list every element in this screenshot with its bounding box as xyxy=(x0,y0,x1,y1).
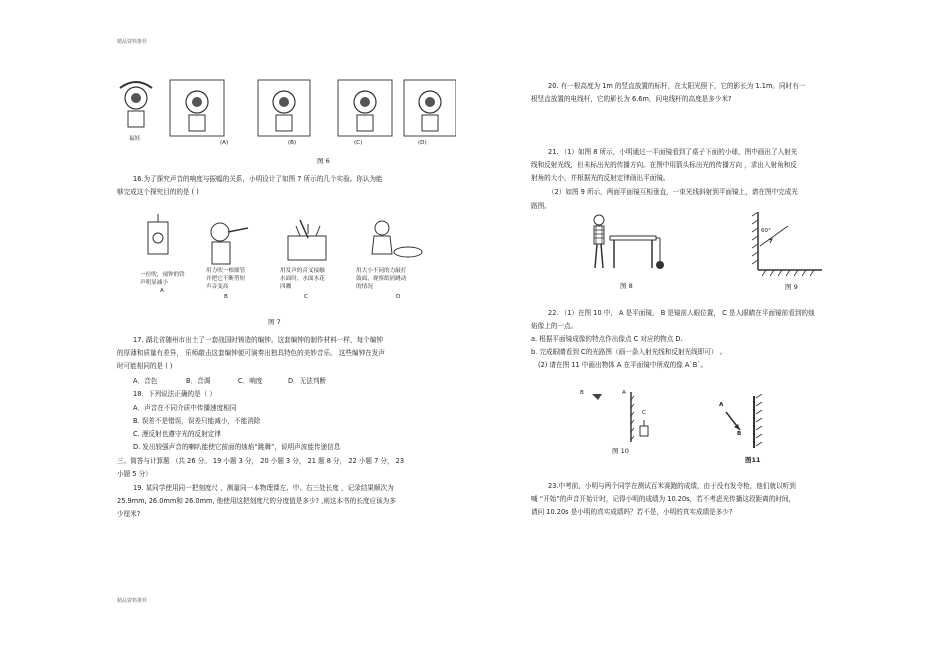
q21-line2: 线和反射光线，但未标出光的传播方向。在图中用箭头标出光的传播方向 ，求出入射角和反 xyxy=(531,161,797,169)
q17-line1: 17. 湖北省随州市出土了一套战国时铸造的编钟。这套编钟的制作材料一样，每个编钟 xyxy=(133,336,383,344)
figure-10-drawing xyxy=(578,388,658,448)
figure-7-caption: 图 7 xyxy=(268,318,281,326)
tuning-fork-drawing xyxy=(288,220,326,260)
q21-line3: 射角的大小，并根据光的反射定律画出平面镜。 xyxy=(531,174,670,182)
figure-8-drawing xyxy=(584,212,674,274)
fig7-d-line2: 鼓面，观察纸屑跳动 xyxy=(356,276,407,282)
figure-9 xyxy=(752,212,824,276)
q17-line2: 的厚薄和质量有差异， 乐师敲击这套编钟便可演奏出独具特色的美妙音乐。 这些编钟在发声 xyxy=(117,349,385,357)
fig6-label-d: (D) xyxy=(418,140,427,146)
q18-stem: 18．下列说法正确的是（ ） xyxy=(133,390,217,398)
fig7-d-label: D xyxy=(396,294,401,300)
section3-line2: 小题 5 分） xyxy=(117,470,152,478)
fig7-c-line3: 四溅 xyxy=(280,284,292,290)
q21-line1: 21. （1）如图 8 所示，小明通过一平面镜看到了桌子下面的小球，图中画出了入射光 xyxy=(548,148,798,156)
fig7-c-line1: 用发声的音叉接触 xyxy=(280,268,325,274)
fig6-label-b: (B) xyxy=(288,140,297,146)
q17-option-a: A．音色 xyxy=(133,377,158,385)
mascot-frames xyxy=(170,80,456,136)
fig9-angle-label: 60° xyxy=(761,228,771,234)
figure-8 xyxy=(584,212,674,274)
q17-line3: 时可能相同的是 ( ) xyxy=(117,362,173,370)
q18-option-d: D. 发出较强声音的喇叭能使它前面的烛焰“跳舞”，说明声波能传递信息 xyxy=(133,443,341,451)
straw-drawing xyxy=(211,223,248,264)
fig6-label-original: 福娃 xyxy=(129,136,141,142)
mascot-original xyxy=(120,82,152,127)
figure-9-caption: 图 9 xyxy=(785,283,798,291)
figure-10 xyxy=(578,388,658,448)
fig10-label-a: A xyxy=(622,390,626,396)
q21-line4: （2）如图 9 所示，两面平面镜互相垂直，一束光线斜射到平面镜上，请在图中完成光 xyxy=(548,188,798,196)
fig10-label-b: B xyxy=(580,390,584,396)
fig7-a-label: A xyxy=(160,288,164,294)
fig7-d-line3: 的情况 xyxy=(356,284,373,290)
q16-line1: 16.为了探究声音的响度与振幅的关系，小明设计了如图 7 所示的几个实验。你认为能 xyxy=(133,175,383,183)
q22-part2: (2) 请在图 11 中画出物体 A 在平面镜中所成的像 A`B`。 xyxy=(538,361,708,369)
fig11-label-b: B xyxy=(737,431,742,437)
figure-11 xyxy=(716,394,772,450)
fig6-label-a: (A) xyxy=(220,140,229,146)
q16-line2: 够完成这个探究目的的是 ( ) xyxy=(117,188,199,196)
q19-line2: 25.9mm, 26.0mm和 26.0mm, 他使用这把刻度尺的分度值是多少? ,则这本书的长度应该为多 xyxy=(117,497,396,505)
q23-line2: 喊 “开始”的声音开始计时，记得小明的成绩为 10.20s，若不考虑光传播这段距离的时间， xyxy=(531,495,796,503)
fig7-d-line1: 用大小不同的力敲打 xyxy=(356,268,407,274)
fig11-label-a: A xyxy=(719,402,724,408)
fig7-b-label: B xyxy=(224,294,228,300)
q22-line2: 焰像上的一点。 xyxy=(531,322,578,330)
fig7-b-line3: 声音变高 xyxy=(206,284,229,290)
bell-jar-drawing xyxy=(148,214,168,254)
figure-10-caption: 图 10 xyxy=(612,447,629,455)
fig7-b-line2: 并把它不断剪短 xyxy=(206,276,246,282)
figure-6-caption: 图 6 xyxy=(317,157,330,165)
q23-line1: 23.中考前，小明与两个同学在测试百米赛跑的成绩，由于没有发令枪，他们就以听到 xyxy=(548,482,796,490)
figure-8-caption: 图 8 xyxy=(620,282,633,290)
q20-line1: 20. 有一根高度为 1m 的竖直放置的标杆，在太阳光照下，它的影长为 1.1m。同时有一 xyxy=(548,82,806,90)
figure-9-drawing xyxy=(752,212,824,276)
drum-drawing xyxy=(372,221,422,257)
figure-7 xyxy=(140,214,440,310)
fig7-c-label: C xyxy=(304,294,308,300)
figure-11-caption: 图11 xyxy=(745,456,761,464)
q21-line5: 路图。 xyxy=(531,202,551,210)
figure-6 xyxy=(116,78,456,170)
fig7-b-line1: 用力吹一根细管 xyxy=(206,268,246,274)
fig7-a-line1: 一拉吹，闹钟的铃 xyxy=(140,272,185,278)
figure-6-mascots xyxy=(116,78,456,170)
q20-line2: 根竖直放置的电线杆，它的影长为 6.6m，问电线杆的高度是多少米? xyxy=(531,95,732,103)
fig10-label-c: C xyxy=(642,410,646,416)
q19-line3: 少厘米? xyxy=(117,510,141,518)
q17-option-b: B．音调 xyxy=(186,377,211,385)
q18-option-c: C. 漫反射也遵守光的反射定律 xyxy=(133,430,221,438)
q17-option-d: D．无法判断 xyxy=(288,377,327,385)
page-footer: 精品资料推荐 xyxy=(117,598,148,604)
page-header: 精品资料推荐 xyxy=(117,39,148,45)
q22-b: b. 完成眼睛看到 C的光路图（画一条入射光线和反射光线即可） 。 xyxy=(531,348,727,356)
q17-option-c: C．响度 xyxy=(238,377,263,385)
q22-a: a. 根据平面镜成像的特点作出像点 C 对应的物点 D. xyxy=(531,335,683,343)
q18-option-b: B. 误差不是错误，误差只能减小，不能消除 xyxy=(133,417,261,425)
fig7-a-line2: 声明显减小 xyxy=(140,280,168,286)
q19-line1: 19. 某同学使用同一把刻度尺 ，测量同一本物理课左、中、右三处长度 ，记录结果顺次为 xyxy=(133,484,394,492)
figure-11-drawing xyxy=(716,394,772,450)
fig7-c-line2: 水面时，水面水花 xyxy=(280,276,325,282)
q22-line1: 22. （1）在图 10 中， A 是平面镜， B 是镜前人眼位置， C 是人眼睛在平面镜前看到的烛 xyxy=(548,309,815,317)
q23-line3: 请问 10.20s 是小明的真实成绩吗？若不是，小明的真实成绩是多少? xyxy=(531,508,733,516)
fig6-label-c: (C) xyxy=(354,140,363,146)
q18-option-a: A．声音在不同介质中传播速度相同 xyxy=(133,404,237,412)
section3-line1: 三、简答与计算题 （共 26 分。 19 小题 3 分， 20 小题 3 分， 21 题 8 分， 22 小题 7 分， 23 xyxy=(117,457,405,465)
figure-7-drawings xyxy=(140,214,440,270)
